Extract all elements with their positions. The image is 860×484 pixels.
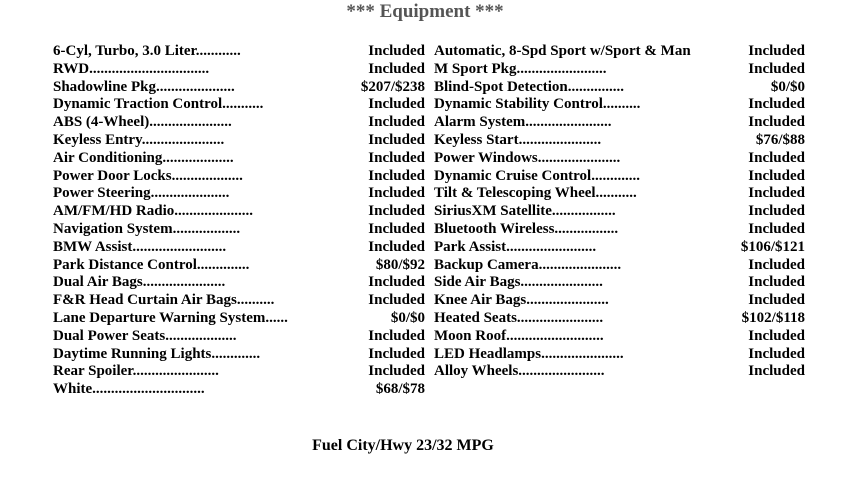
equipment-value: $68/$78: [375, 381, 425, 398]
equipment-row: [53, 168, 425, 186]
equipment-name: Keyless Start......................: [434, 131, 602, 148]
equipment-list-left: [53, 43, 425, 399]
equipment-name: M Sport Pkg........................: [434, 60, 607, 77]
equipment-row: [434, 239, 805, 257]
equipment-value: $76/$88: [755, 131, 805, 148]
equipment-name: Keyless Entry......................: [53, 131, 225, 148]
equipment-name: Dual Power Seats...................: [53, 327, 237, 344]
equipment-name: BMW Assist.........................: [53, 238, 227, 255]
equipment-name: ABS (4-Wheel)......................: [53, 114, 232, 131]
equipment-row: [53, 203, 425, 221]
equipment-row: [434, 185, 805, 203]
equipment-name: Alarm System.......................: [434, 114, 612, 131]
equipment-name: Dynamic Traction Control...........: [53, 96, 264, 113]
equipment-row: [53, 274, 425, 292]
equipment-name: Tilt & Telescoping Wheel...........: [434, 185, 637, 202]
equipment-name: Bluetooth Wireless.................: [434, 220, 619, 237]
equipment-name: Dynamic Cruise Control.............: [434, 167, 640, 184]
equipment-name: Side Air Bags......................: [434, 274, 603, 291]
equipment-value: Included: [368, 203, 425, 220]
equipment-value: $0/$0: [770, 78, 805, 95]
equipment-row: [53, 61, 425, 79]
equipment-row: [53, 328, 425, 346]
equipment-name: Heated Seats.......................: [434, 309, 604, 326]
equipment-row: [53, 96, 425, 114]
equipment-value: $0/$0: [390, 309, 425, 326]
equipment-value: $207/$238: [360, 78, 425, 95]
equipment-name: Dual Air Bags......................: [53, 274, 226, 291]
equipment-row: [53, 114, 425, 132]
equipment-value: Included: [748, 220, 805, 237]
equipment-name: Moon Roof..........................: [434, 327, 604, 344]
equipment-value: Included: [748, 149, 805, 166]
equipment-value: Included: [748, 167, 805, 184]
equipment-name: AM/FM/HD Radio.....................: [53, 203, 253, 220]
equipment-row: [53, 292, 425, 310]
equipment-row: [434, 363, 805, 381]
equipment-row: [434, 310, 805, 328]
equipment-value: Included: [748, 60, 805, 77]
equipment-name: Automatic, 8-Spd Sport w/Sport & Man: [434, 43, 691, 59]
equipment-name: Alloy Wheels.......................: [434, 363, 605, 380]
equipment-row: [434, 328, 805, 346]
equipment-row: [53, 346, 425, 364]
equipment-row: [434, 346, 805, 364]
equipment-list-right: [434, 43, 805, 381]
equipment-name: Rear Spoiler.......................: [53, 363, 219, 380]
equipment-value: Included: [368, 185, 425, 202]
equipment-row: [53, 257, 425, 275]
equipment-row: [434, 150, 805, 168]
equipment-value: Included: [368, 43, 425, 59]
equipment-row: [434, 292, 805, 310]
equipment-name: White..............................: [53, 381, 205, 398]
equipment-name: RWD................................: [53, 60, 210, 77]
equipment-value: Included: [748, 114, 805, 131]
equipment-row: [434, 132, 805, 150]
equipment-row: [434, 274, 805, 292]
equipment-name: 6-Cyl, Turbo, 3.0 Liter............: [53, 43, 241, 59]
fuel-economy: Fuel City/Hwy 23/32 MPG: [312, 437, 494, 454]
equipment-name: Blind-Spot Detection...............: [434, 78, 625, 95]
equipment-name: SiriusXM Satellite.................: [434, 203, 616, 220]
equipment-name: Knee Air Bags......................: [434, 292, 609, 309]
equipment-value: Included: [368, 345, 425, 362]
equipment-row: [53, 221, 425, 239]
equipment-name: F&R Head Curtain Air Bags..........: [53, 292, 275, 309]
equipment-name: Dynamic Stability Control..........: [434, 96, 641, 113]
equipment-row: [53, 150, 425, 168]
equipment-row: [434, 61, 805, 79]
equipment-value: Included: [368, 167, 425, 184]
equipment-name: LED Headlamps......................: [434, 345, 624, 362]
equipment-name: Park Distance Control..............: [53, 256, 250, 273]
equipment-value: Included: [748, 274, 805, 291]
equipment-value: $106/$121: [740, 238, 805, 255]
equipment-value: Included: [748, 363, 805, 380]
equipment-name: Power Door Locks...................: [53, 167, 243, 184]
equipment-name: Backup Camera......................: [434, 256, 622, 273]
equipment-row: [53, 363, 425, 381]
equipment-name: Daytime Running Lights.............: [53, 345, 261, 362]
equipment-row: [434, 203, 805, 221]
equipment-value: Included: [368, 363, 425, 380]
equipment-name: Air Conditioning...................: [53, 149, 234, 166]
equipment-value: Included: [748, 203, 805, 220]
equipment-value: Included: [748, 292, 805, 309]
equipment-name: Power Windows......................: [434, 149, 621, 166]
equipment-row: [53, 132, 425, 150]
equipment-value: Included: [748, 256, 805, 273]
equipment-row: [434, 257, 805, 275]
equipment-value: Included: [748, 185, 805, 202]
equipment-name: Lane Departure Warning System......: [53, 309, 288, 326]
equipment-row: [53, 185, 425, 203]
equipment-name: Shadowline Pkg.....................: [53, 78, 235, 95]
equipment-value: Included: [368, 274, 425, 291]
equipment-value: Included: [748, 327, 805, 344]
equipment-value: Included: [368, 220, 425, 237]
equipment-row: [53, 239, 425, 257]
equipment-row: [434, 79, 805, 97]
equipment-row: [434, 96, 805, 114]
equipment-value: Included: [748, 345, 805, 362]
equipment-value: Included: [368, 131, 425, 148]
equipment-row: [434, 43, 805, 61]
equipment-row: [434, 221, 805, 239]
equipment-name: Navigation System..................: [53, 220, 241, 237]
equipment-value: Included: [748, 43, 805, 59]
equipment-row: [434, 168, 805, 186]
equipment-value: Included: [368, 238, 425, 255]
equipment-row: [53, 43, 425, 61]
page-title: *** Equipment ***: [346, 1, 504, 22]
equipment-row: [53, 381, 425, 399]
equipment-row: [434, 114, 805, 132]
equipment-name: Park Assist........................: [434, 238, 597, 255]
equipment-value: Included: [368, 96, 425, 113]
equipment-value: Included: [368, 292, 425, 309]
equipment-value: $102/$118: [741, 309, 805, 326]
equipment-name: Power Steering.....................: [53, 185, 230, 202]
equipment-row: [53, 310, 425, 328]
equipment-value: Included: [368, 149, 425, 166]
equipment-value: Included: [368, 114, 425, 131]
equipment-value: Included: [748, 96, 805, 113]
equipment-value: $80/$92: [375, 256, 425, 273]
equipment-row: [53, 79, 425, 97]
equipment-value: Included: [368, 60, 425, 77]
equipment-value: Included: [368, 327, 425, 344]
